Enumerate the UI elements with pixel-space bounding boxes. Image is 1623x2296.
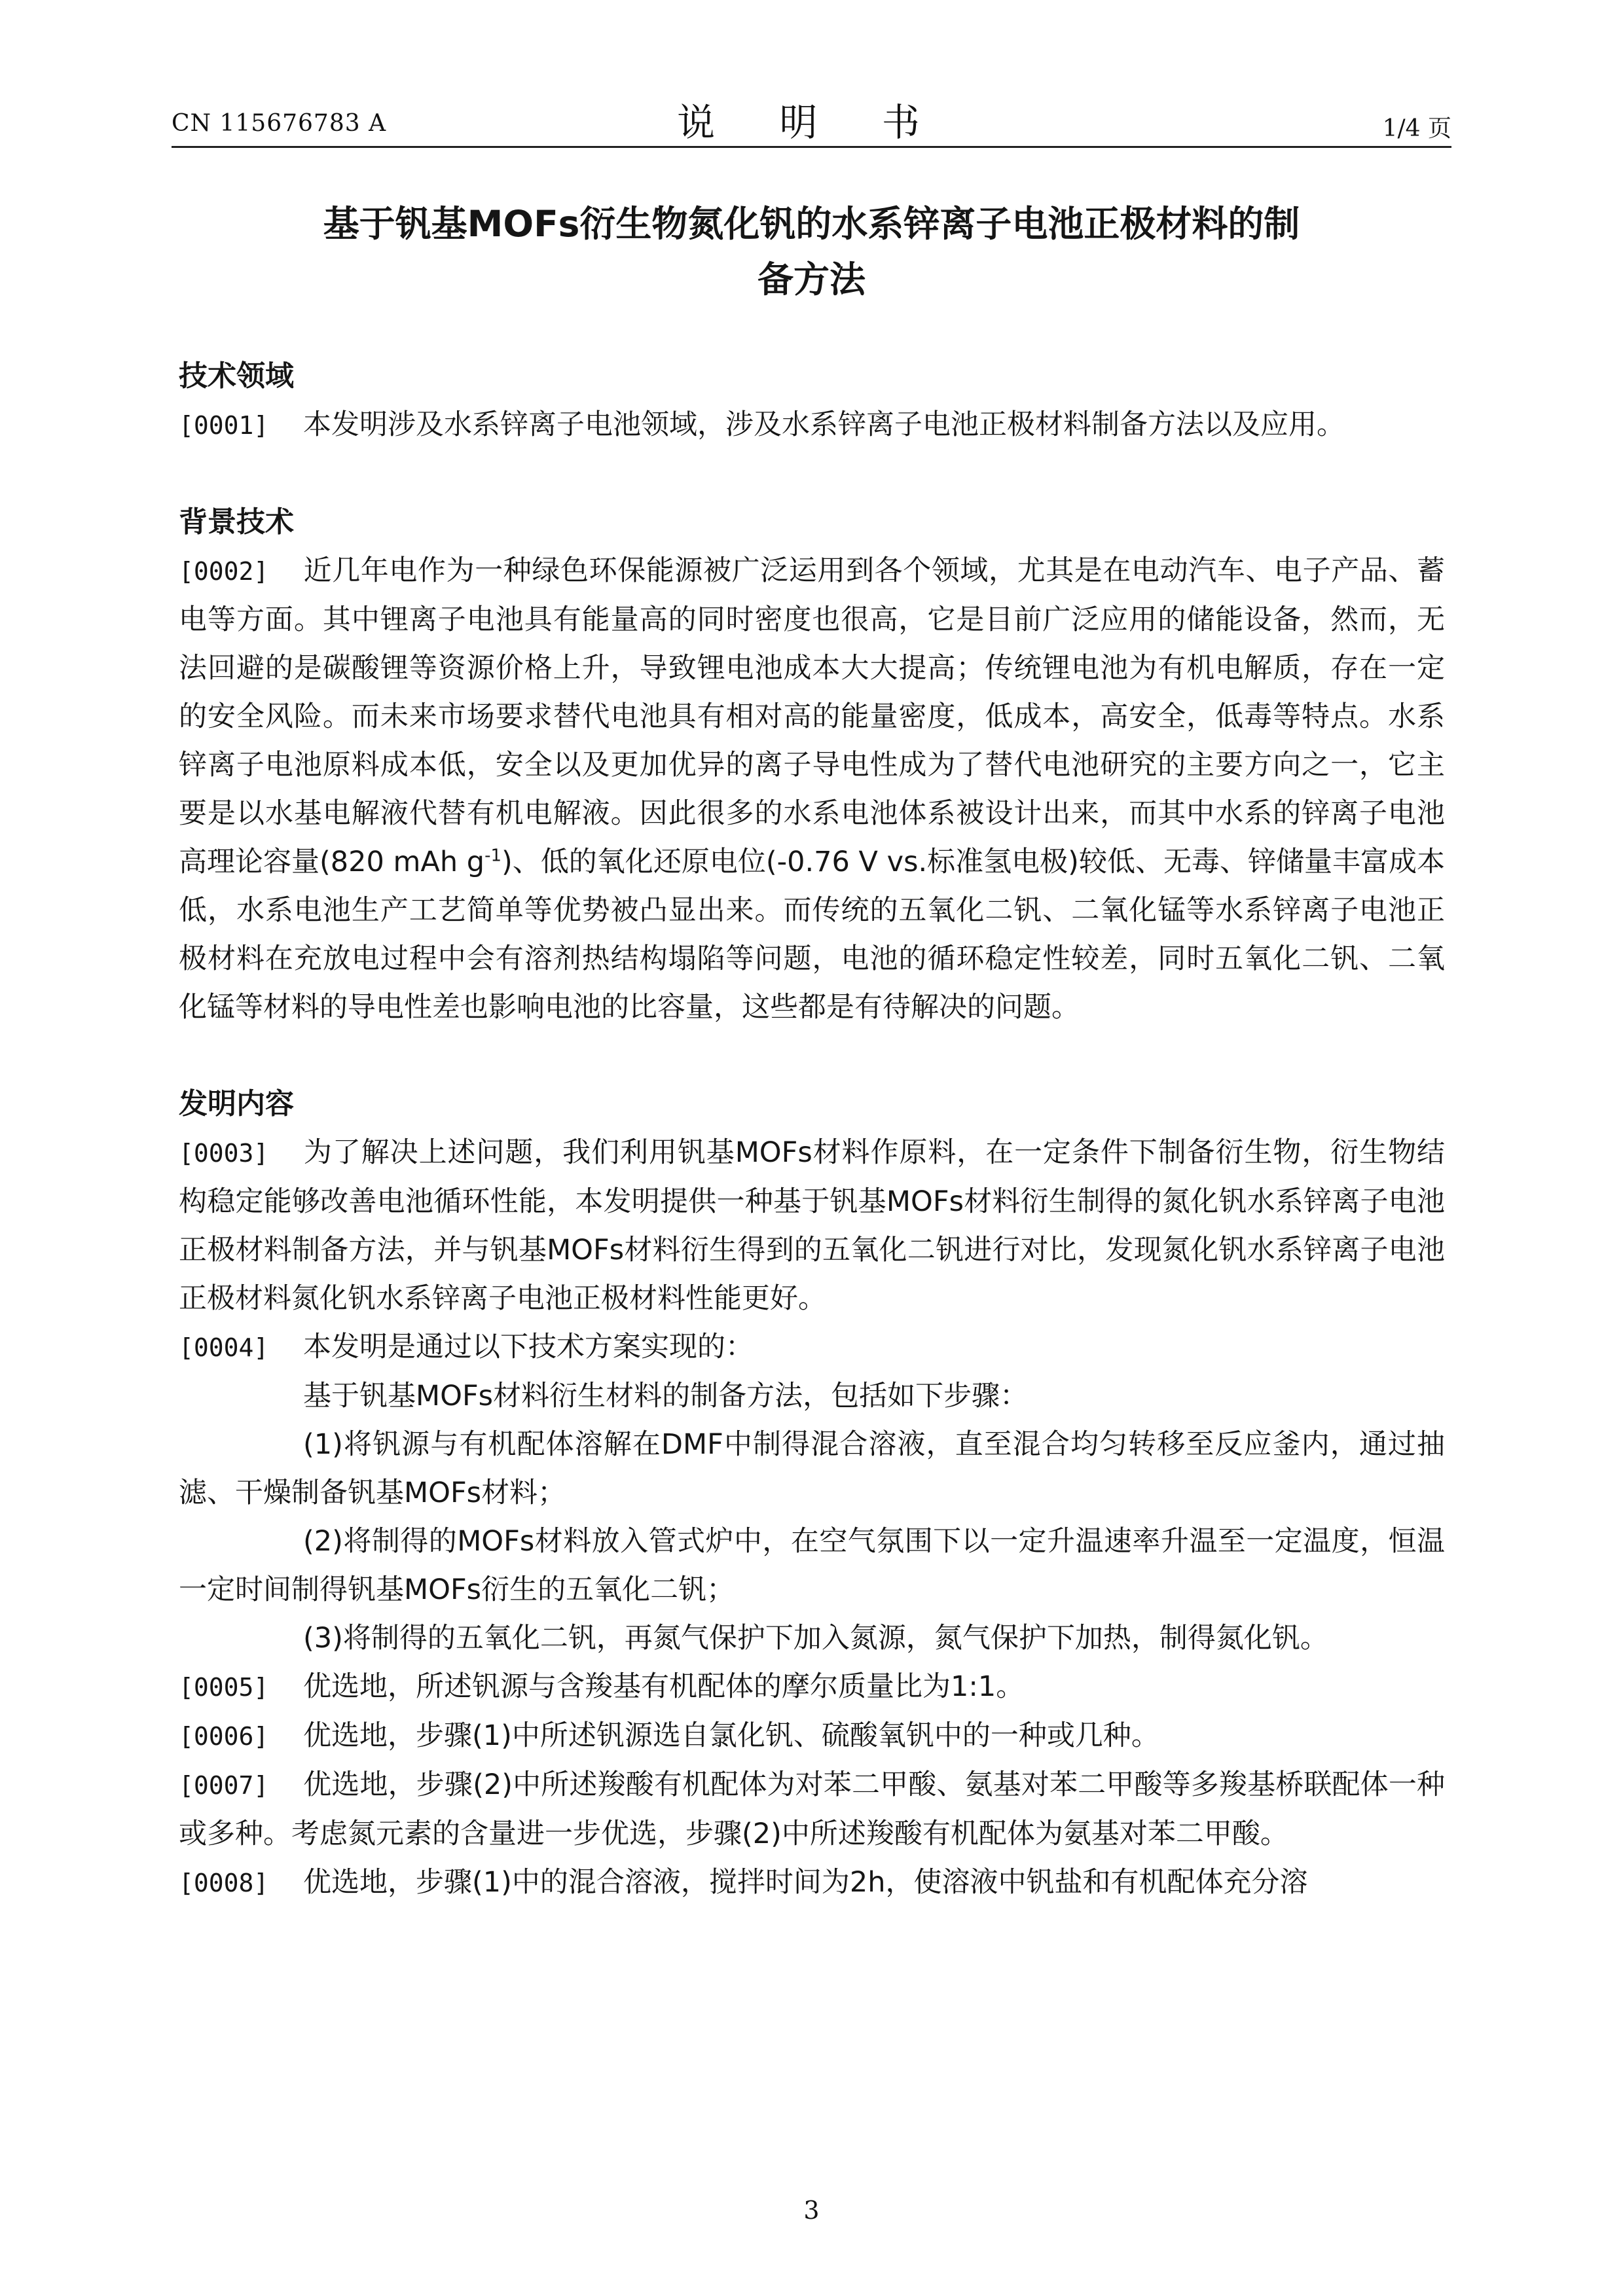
page-of-count: 1/4 页 bbox=[1382, 115, 1451, 142]
paragraph-0001 bbox=[179, 401, 1445, 450]
step-text: (1)将钒源与有机配体溶解在DMF中制得混合溶液，直至混合均匀转移至反应釜内，通过抽滤、干燥制备钒基MOFs材料； bbox=[179, 1428, 1445, 1509]
paragraph-text: 为了解决上述问题，我们利用钒基MOFs材料作原料，在一定条件下制备衍生物，衍生物结构稳定能够改善电池循环性能，本发明提供一种基于钒基MOFs材料衍生制得的氮化钒水系锌离子电池正极材料制备方法，并与钒基MOFs材料衍生得到的五氧化二钒进行对比，发现氮化钒水系锌离子电池正极材料氮化钒水系锌离子电池正极材料性能更好。 bbox=[179, 1136, 1445, 1315]
doc-type-heading: 说 明 书 bbox=[677, 100, 946, 145]
step-1 bbox=[179, 1420, 1445, 1517]
heading-tech-field: 技术领域 bbox=[179, 359, 294, 393]
paragraph-0003 bbox=[179, 1128, 1445, 1323]
paragraph-text: 优选地，步骤(2)中所述羧酸有机配体为对苯二甲酸、氨基对苯二甲酸等多羧基桥联配体一种或多种。考虑氮元素的含量进一步优选，步骤(2)中所述羧酸有机配体为氨基对苯二甲酸。 bbox=[179, 1768, 1445, 1850]
title-line-2: 备方法 bbox=[757, 259, 866, 300]
paragraph-text: 优选地，步骤(1)中的混合溶液，搅拌时间为2h，使溶液中钒盐和有机配体充分溶 bbox=[303, 1866, 1308, 1899]
heading-invention: 发明内容 bbox=[179, 1087, 294, 1121]
paragraph-0002 bbox=[179, 547, 1445, 1031]
paragraph-0006 bbox=[179, 1712, 1445, 1761]
paragraph-0005 bbox=[179, 1662, 1445, 1712]
paragraph-0008 bbox=[179, 1858, 1445, 1907]
paragraph-0007 bbox=[179, 1761, 1445, 1858]
paragraph-text-cont: )、低的氧化还原电位(-0.76 V vs.标准氢电极)较低、无毒、锌储量丰富成本低，水系电池生产工艺简单等优势被凸显出来。而传统的五氧化二钒、二氧化锰等水系锌离子电池正极材料在充放电过程中会有溶剂热结构塌陷等问题，电池的循环稳定性较差，同时五氧化二钒、二氧化锰等材料的导电性差也影响电池的比容量，这些都是有待解决的问题。 bbox=[179, 846, 1445, 1024]
paragraph-number: [0006] bbox=[179, 1722, 269, 1751]
section-gap bbox=[179, 450, 1445, 498]
title-line-1: 基于钒基MOFs衍生物氮化钒的水系锌离子电池正极材料的制 bbox=[323, 203, 1300, 245]
page-number: 3 bbox=[803, 2196, 820, 2225]
header-divider bbox=[172, 146, 1451, 148]
paragraph-number: [0005] bbox=[179, 1673, 269, 1702]
paragraph-number: [0002] bbox=[179, 557, 269, 586]
superscript: -1 bbox=[484, 846, 502, 866]
heading-background: 背景技术 bbox=[179, 505, 294, 539]
paragraph-text: 近几年电作为一种绿色环保能源被广泛运用到各个领域，尤其是在电动汽车、电子产品、蓄电等方面。其中锂离子电池具有能量高的同时密度也很高，它是目前广泛应用的储能设备，然而，无法回避的是碳酸锂等资源价格上升，导致锂电池成本大大提高；传统锂电池为有机电解质，存在一定的安全风险。而未来市场要求替代电池具有相对高的能量密度，低成本，高安全，低毒等特点。水系锌离子电池原料成本低，安全以及更加优异的离子导电性成为了替代电池研究的主要方向之一，它主要是以水基电解液代替有机电解液。因此很多的水系电池体系被设计出来，而其中水系的锌离子电池高理论容量(820 mAh g bbox=[179, 554, 1445, 878]
step-text: (2)将制得的MOFs材料放入管式炉中，在空气氛围下以一定升温速率升温至一定温度，恒温一定时间制得钒基MOFs衍生的五氧化二钒； bbox=[179, 1525, 1445, 1606]
section-gap bbox=[179, 1031, 1445, 1080]
paragraph-0004-sub: 基于钒基MOFs材料衍生材料的制备方法，包括如下步骤： bbox=[303, 1380, 1029, 1412]
paragraph-text: 优选地，步骤(1)中所述钒源选自氯化钒、硫酸氧钒中的一种或几种。 bbox=[303, 1719, 1159, 1752]
document-title bbox=[172, 196, 1451, 308]
step-2 bbox=[179, 1517, 1445, 1614]
step-text: (3)将制得的五氧化二钒，再氮气保护下加入氮源，氮气保护下加热，制得氮化钒。 bbox=[303, 1622, 1328, 1655]
paragraph-number: [0008] bbox=[179, 1869, 269, 1897]
paragraph-text: 优选地，所述钒源与含羧基有机配体的摩尔质量比为1:1。 bbox=[303, 1670, 1025, 1703]
paragraph-number: [0001] bbox=[179, 411, 269, 440]
paragraph-number: [0007] bbox=[179, 1771, 269, 1800]
paragraph-text: 本发明涉及水系锌离子电池领域，涉及水系锌离子电池正极材料制备方法以及应用。 bbox=[303, 408, 1345, 441]
step-3 bbox=[179, 1614, 1445, 1662]
paragraph-number: [0004] bbox=[179, 1333, 269, 1362]
doc-number: CN 115676783 A bbox=[172, 110, 387, 137]
document-body bbox=[179, 352, 1445, 1907]
paragraph-number: [0003] bbox=[179, 1139, 269, 1168]
paragraph-text: 本发明是通过以下技术方案实现的： bbox=[303, 1331, 754, 1363]
paragraph-0004 bbox=[179, 1323, 1445, 1372]
